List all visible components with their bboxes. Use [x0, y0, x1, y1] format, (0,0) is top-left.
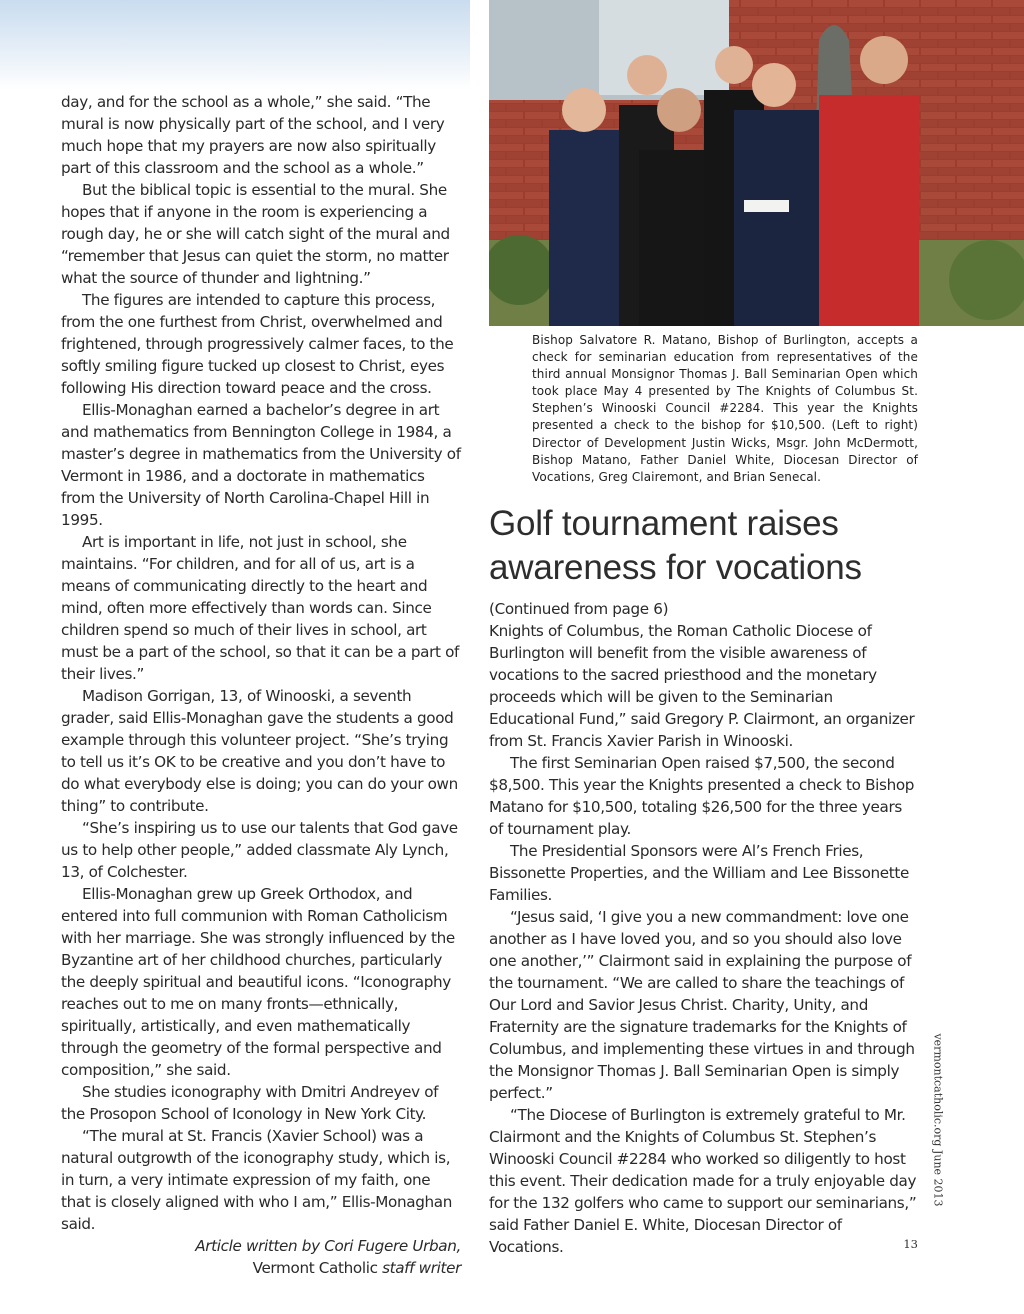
credit-role: staff writer	[382, 1259, 461, 1277]
paragraph: “Jesus said, ‘I give you a new commandment: love one another as I have loved you, and so you should also love one another,’” Clairmont said in explaining the purpose of the tournament. “We are called to share the teachings of Our Lord and Savior Jesus Christ. Charity, Unity, and Fraternity are the signature trademarks for the Knights of Columbus, and implementing these virtues in and through the Monsignor Thomas J. Ball Seminarian Open is simply perfect.”	[489, 908, 915, 1102]
paragraph: “The Diocese of Burlington is extremely grateful to Mr. Clairmont and the Knights of Columbus St. Stephen’s Winooski Council #2284 who worked so diligently to host this event. Their dedication made for a truly enjoyable day for the 132 golfers who came to support our seminarians,” said Father Daniel E. White, Diocesan Director of Vocations.	[489, 1106, 917, 1256]
caption-text: Bishop Salvatore R. Matano, Bishop of Burlington, accepts a check for seminarian education from representatives of the third annual Monsignor Thomas J. Ball Seminarian Open which took place May 4 presented by The Knights of Columbus St. Stephen’s Winooski Council #2284. This year the Knights presented a check to the bishop for $10,500. (Left to right) Director of Development Justin Wicks, Msgr. John McDermott, Bishop Matano, Father Daniel White, Diocesan Director of Vocations, Greg Clairemont, and Brian Senecal.	[532, 333, 918, 484]
paragraph: The Presidential Sponsors were Al’s French Fries, Bissonette Properties, and the William and Lee Bissonette Families.	[489, 842, 909, 904]
paragraph: day, and for the school as a whole,” she said. “The mural is now physically part of the school, and I very much hope that my prayers are now also spiritually part of this classroom and the school as a whole.”	[61, 93, 445, 177]
paragraph: The figures are intended to capture this process, from the one furthest from Christ, overwhelmed and frightened, through progressively calmer faces, to the softly smiling figure tucked up closest to Christ, eyes following His direction toward peace and the cross.	[61, 291, 454, 397]
group-photo	[489, 0, 1024, 326]
paragraph: She studies iconography with Dmitri Andreyev of the Prosopon School of Iconology in New York City.	[61, 1083, 439, 1123]
continued-note: (Continued from page 6)	[489, 600, 669, 618]
article-credit	[61, 1235, 461, 1257]
paragraph: “The mural at St. Francis (Xavier School) was a natural outgrowth of the iconography study, which is, in turn, a very intimate expression of my faith, one that is closely aligned with who I am,” Ellis-Monaghan said.	[61, 1127, 453, 1233]
paragraph: But the biblical topic is essential to the mural. She hopes that if anyone in the room is experiencing a rough day, he or she will catch sight of the mural and “remember that Jesus can quiet the storm, no matter what the source of thunder and lightning.”	[61, 181, 450, 287]
paragraph: Ellis-Monaghan grew up Greek Orthodox, and entered into full communion with Roman Catholicism with her marriage. She was strongly influenced by the Byzantine art of her childhood churches, particularly the deeply spiritual and beautiful icons. “Iconography reaches out to me on many fronts—ethnically, spiritually, artistically, and even mathematically through the geometry of the formal perspective and composition,” she said.	[61, 885, 455, 1079]
article-credit-2	[61, 1257, 461, 1279]
sidebar-url-date: vermontcatholic.org June 2013	[931, 1033, 945, 1207]
right-column	[489, 598, 917, 1258]
paragraph: Art is important in life, not just in school, she maintains. “For children, and for all of us, art is a means of communicating directly to the heart and mind, often more effectively than words can. Since children spend so much of their lives in school, art must be a part of the school, so that it can be a part of their lives.”	[61, 533, 460, 683]
paragraph: The first Seminarian Open raised $7,500, the second $8,500. This year the Knights presented a check to Bishop Matano for $10,500, totaling $26,500 for the three years of tournament play.	[489, 754, 915, 838]
paragraph: Ellis-Monaghan earned a bachelor’s degree in art and mathematics from Bennington College in 1984, a master’s degree in mathematics from the University of Vermont in 1986, and a doctorate in mathematics from the University of North Carolina-Chapel Hill in 1995.	[61, 401, 461, 529]
photo-illustration	[489, 0, 1024, 326]
paragraph: Knights of Columbus, the Roman Catholic Diocese of Burlington will benefit from the visible awareness of vocations to the sacred priesthood and the monetary proceeds which will be given to the Seminarian Educational Fund,” said Gregory P. Clairmont, an organizer from St. Francis Xavier Parish in Winooski.	[489, 622, 915, 750]
article-headline: Golf tournament raises awareness for vocations	[489, 504, 862, 587]
page-number: 13	[903, 1237, 918, 1251]
left-column	[61, 91, 461, 1279]
credit-author: Article written by Cori Fugere Urban,	[195, 1237, 461, 1255]
header-gradient	[0, 0, 470, 90]
photo-caption	[532, 332, 918, 486]
credit-publication: Vermont Catholic	[252, 1259, 383, 1277]
paragraph: “She’s inspiring us to use our talents that God gave us to help other people,” added classmate Aly Lynch, 13, of Colchester.	[61, 819, 458, 881]
paragraph: Madison Gorrigan, 13, of Winooski, a seventh grader, said Ellis-Monaghan gave the students a good example through this volunteer project. “She’s trying to tell us it’s OK to be creative and you don’t have to do what everybody else is doing; you can do your own thing” to contribute.	[61, 687, 458, 815]
